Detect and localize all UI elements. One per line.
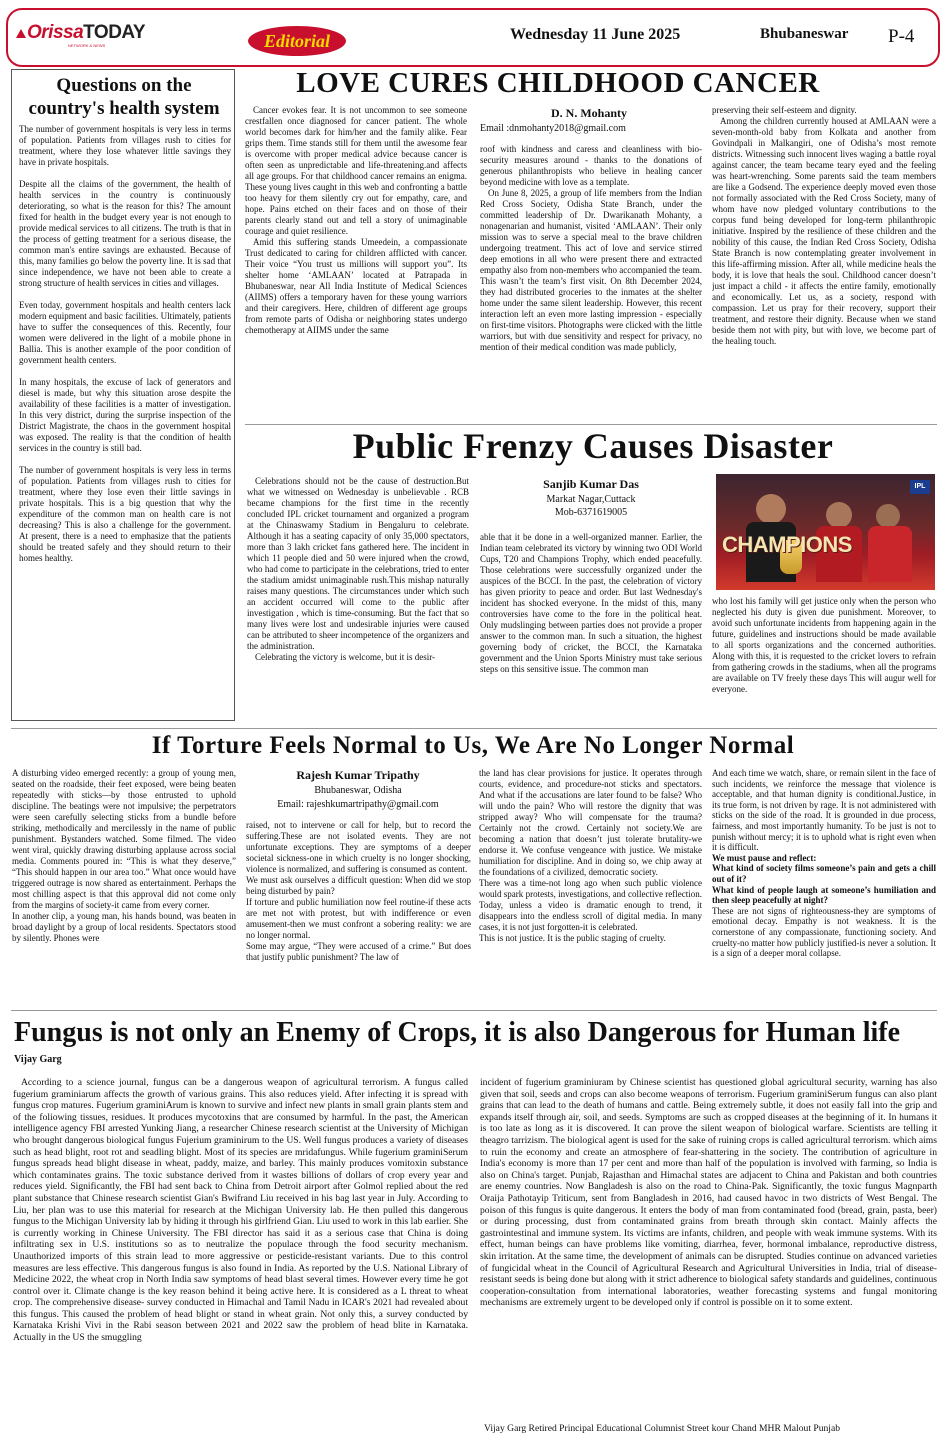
article1-col2 xyxy=(480,144,702,422)
sidebar-body xyxy=(19,124,231,714)
article1-headline: LOVE CURES CHILDHOOD CANCER xyxy=(296,67,820,99)
article2-col2 xyxy=(480,532,702,724)
sidebar-paragraph: The number of government hospitals is very less in terms of population. Patients from villages rush to cities for treatment, where they lose whatever little savings they have in private hospitals. xyxy=(19,124,231,167)
article-paragraph: Among the children currently housed at AMLAAN were a seven-month-old baby from Kolkata and another from Govindpali in Malkangiri, one of Odisha’s most remote districts. Witnessing such innocent lives waging a battle royal against cancer, the team became teary eyed and the feeling was heart-wrenching. Some parents said the team members are like a Godsend. The experience deeply moved even those not formally associated with the Red Cross Society, many of whom have now pledged voluntary contributions to the corpus fund being developed for long-term philanthropic initiative. Inspired by the resilience of these children and the nobility of this cause, the Indian Red Cross Society, Odisha State Branch is now contemplating greater involvement in this life-affirming mission. After all, while medicine heals the body, it is love that heals the soul. Childhood cancer doesn’t just impact a child - it affects the entire family, emotionally and economically. Let us, as a society, respond with compassion. Let us pray for their recovery, support their treatment, and restore their dignity. Because when we stand beside them not with pity, but with love, we become part of the healing touch. xyxy=(712,116,936,346)
logo-ribbon-icon xyxy=(16,29,26,38)
article2-headline: Public Frenzy Causes Disaster xyxy=(352,426,834,466)
article2-address: Markat Nagar,Cuttack xyxy=(546,494,636,505)
subheading xyxy=(712,853,936,864)
sidebar-paragraph: The number of government hospitals is very less in terms of population. Patients from villages rush to cities for treatment, where they lose even their little savings in private hospitals. This is a big question that why the expenditure of the common man on health care is not decreasing? This is also a challenge for the government. At present, there is a need to emphasize that the patients should be treated safely and they should return to their homes healthy. xyxy=(19,465,231,563)
article-paragraph: There was a time-not long ago when such public violence would spark protests, investigations, and collective reflection. Today, unless a video is dramatic enough to trend, it disappears into the endless scroll of digital media. In many cases, it is not just forgotten-it is celebrated. xyxy=(479,878,702,932)
player-figure-icon xyxy=(756,494,786,524)
article3-email: Email: rajeshkumartripathy@gmail.com xyxy=(277,799,439,810)
article1-email: Email :dnmohanty2018@gmail.com xyxy=(480,123,626,134)
article-paragraph: These are not signs of righteousness-they are symptoms of emotional decay. Empathy is not weakness. It is the cornerstone of any compassionate, functioning society. And cruelty-no matter how publicly justified-is never a solution. It is a sign of a deeper moral collapse. xyxy=(712,905,936,959)
article-paragraph: This is not justice. It is the public staging of cruelty. xyxy=(479,933,666,943)
article2-mobile: Mob-6371619005 xyxy=(554,507,628,518)
article4-footer: Vijay Garg Retired Principal Educational Columnist Street kour Chand MHR Malout Punjab xyxy=(484,1423,841,1434)
article3-col4 xyxy=(712,768,936,1004)
article-paragraph: If torture and public humiliation now feel routine-if these acts are met not with protest, but with indifference or even amusement-then we must confront a sobering reality: we are no longer normal. xyxy=(246,897,471,940)
question xyxy=(712,885,936,906)
sidebar-title: Questions on the country's health system xyxy=(28,75,220,119)
question-1: What kind of society films someone’s pain and gets a chill out of it? xyxy=(712,863,936,884)
article-paragraph: Celebrations should not be the cause of destruction.But what we witnessed on Wednesday is unbelievable . RCB became champions for the first time in the recently concluded IPL cricket tournament and organized a program at the Chinaswamy Stadium in Bengaluru to celebrate. Although it has a seating capacity of only 35,000 spectators, more than 3 lakh cricket fans gathered here. The incident in which 11 people died and 50 were injured when the crowd, who had come to participate in the celebrations, tried to enter the stadium amidst unimaginable rush.This mishap naturally raises many questions. The circumstances under which such an accident occurred will come to the public after investigation , which is time-consuming. But the fact that so many lives were lost and undesirable injuries were caused can be attributed to sheer incompetence of the organizers and the administration. xyxy=(247,476,469,651)
player-jersey-icon xyxy=(868,526,912,582)
article2-author: Sanjib Kumar Das xyxy=(543,477,639,491)
article1-col1 xyxy=(245,105,467,421)
logo xyxy=(16,22,145,44)
sidebar-paragraph: Even today, government hospitals and health centers lack modern equipment and basic facilities. Ultimately, patients have to suffer the consequences of this. Recently, four women were delivered in the light of a mobile phone in Ballia. This is another example of the poor condition of government health centers. xyxy=(19,300,231,365)
article-paragraph: A disturbing video emerged recently: a group of young men, seated on the roadside, their feet exposed, were being beaten repeatedly with sticks—by those entrusted to uphold discipline. The beatings were not impulsive; the perpetrators were seen carefully selecting sticks from a bundle before striking, methodically and mercilessly in the name of public punishment. Bystanders watched. Some filmed. The video went viral, quickly drawing disturbing applause across social media. Comments poured in: “This is what they deserve,” “This should happen in our area too.” What once would have triggered outrage is now shared as entertainment. Perhaps the most chilling aspect is that this approval did not come only from the margins of society-it came from every corner. xyxy=(12,768,236,910)
question xyxy=(712,863,936,884)
divider xyxy=(11,1010,937,1011)
article4-headline: Fungus is not only an Enemy of Crops, it is also Dangerous for Human life xyxy=(14,1017,901,1048)
article-paragraph: raised, not to intervene or call for help, but to record the suffering.These are not isolated events. They are not unfortunate exceptions. They are symptoms of a deeper societal sickness-one in which cruelty is no longer shocking, violence is normalized, and suffering is consumed as content. xyxy=(246,820,471,874)
issue-city: Bhubaneswar xyxy=(760,26,849,42)
article3-col3 xyxy=(479,768,702,1004)
reflect-heading: We must pause and reflect: xyxy=(712,852,817,863)
logo-main: Orissa xyxy=(27,22,84,43)
article-paragraph: the land has clear provisions for justice. It operates through courts, evidence, and procedure-not sticks and spectators. And what if the accusations are later found to be false? Who will undo the pain? Who will restore the dignity that was stripped away? Who will compensate for the trauma? Certainly not the crowd. Certainly not society.We are becoming a nation that doesn’t just tolerate brutality-we endorse it. We confuse vengeance with justice. We mistake humiliation for discipline. And in doing so, we chip away at the foundations of a civilized, democratic society. xyxy=(479,768,702,877)
article1-col3 xyxy=(712,105,936,422)
article-paragraph: We must ask ourselves a difficult question: When did we stop being disturbed by pain? xyxy=(246,875,471,896)
article-paragraph: In another clip, a young man, his hands bound, was beaten in broad daylight by a group of local residents. Spectators stood by silently. Phones were xyxy=(12,911,236,943)
logo-today: TODAY xyxy=(83,22,146,43)
article-paragraph: able that it be done in a well-organized manner. Earlier, the Indian team celebrated its victory by winning two ODI World Cups, T20 and Champions Trophy, which ended peacefully. Those celebrations were successfully organized under the auspices of the BCCI. In the past, the celebration of victory has given priority to peace and order. But last Wednesday's incident has shocked everyone. In the midst of this, many controversies have come to the fore in the political heat. Only mudslinging between parties does not provide a proper answer to the common man. In such a situation, the highest governing body of cricket, the BCCI, the Karnataka government and the Union Sports Ministry must take serious steps on this sensitive issue. The common man xyxy=(480,532,702,674)
article-paragraph: On June 8, 2025, a group of life members from the Indian Red Cross Society, Odisha State Branch, under the committed leadership of Dr. Dwarikanath Mohanty, a nonagenarian and humanist, visited ‘AMLAAN’. Their only mission was to serve a special meal to the brave children undergoing treatment. This act of love and service stirred deep emotions in all who were present there and extracted empathy also from non-members who accompanied the team. This wasn’t the team’s first visit. On 8th December 2024, they had distributed groceries to the inmates at the shelter home under the same silent leadership. However, this recent interaction left an even more lasting impression - especially on first-time visitors. Photographs were clicked with the little warriors, but with due sensitivity and respect for privacy, no mention of their medical condition was made publicly, xyxy=(480,188,702,352)
sidebar-paragraph: In many hospitals, the excuse of lack of generators and diesel is made, but why this situation arose despite the availability of these facilities is a matter of investigation. In this very district, during the surprise inspection of the District Magistrate, the chaos in the government hospital was exposed. The reality is that the condition of health services in the country is still bad. xyxy=(19,377,231,453)
question-2: What kind of people laugh at someone’s humiliation and then sleep peacefully at night? xyxy=(712,884,936,906)
article-paragraph: roof with kindness and caress and cleanliness with bio-security measures around - thanks to the donations of generous philanthropists who believe in healing cancer beyond medicine with love as a template. xyxy=(480,144,702,187)
article3-headline: If Torture Feels Normal to Us, We Are No Longer Normal xyxy=(151,732,795,759)
article-paragraph: And each time we watch, share, or remain silent in the face of such incidents, we reinforce the message that violence is acceptable, and that human dignity is conditional.Justice, in its true form, is not driven by rage. It is not administered with sticks on the side of the road. It is grounded in due process, fairness, and most importantly humanity. To be just is not to punish without mercy; it is to uphold what is right even when it is difficult. xyxy=(712,768,936,853)
article4-author: Vijay Garg xyxy=(14,1054,62,1065)
article4-col1 xyxy=(13,1077,468,1437)
divider xyxy=(11,728,937,729)
logo-tagline: NETWORK & NEWS xyxy=(68,43,106,48)
issue-date: Wednesday 11 June 2025 xyxy=(510,26,681,43)
article-paragraph: who lost his family will get justice only when the person who neglected his duty is given due punishment. Moreover, to avoid such unfortunate incidents from happening again in the future, guidelines and instructions should be made available to all sports organizations and the concerned authorities. Along with this, it is requested to the cricket lovers to refrain from gathering crowds in the stadiums, when all the programs are available on TV freely these days This will augur well for everyone. xyxy=(712,596,936,694)
article1-author: D. N. Mohanty xyxy=(550,106,627,120)
section-badge: Editorial xyxy=(248,26,346,56)
article-paragraph: Celebrating the victory is welcome, but it is desir- xyxy=(255,652,436,662)
article3-col2 xyxy=(246,820,471,1004)
player-figure-icon xyxy=(876,504,900,528)
page-number: P-4 xyxy=(888,26,915,47)
article3-col1 xyxy=(12,768,236,1004)
article-paragraph: Some may argue, “They were accused of a crime.” But does that justify public punishment? The law of xyxy=(246,941,471,962)
article2-col3 xyxy=(712,596,936,724)
article-paragraph: preserving their self-esteem and dignity. xyxy=(712,105,857,115)
article3-place: Bhubaneswar, Odisha xyxy=(314,785,402,796)
article-paragraph: Amid this suffering stands Umeedein, a compassionate Trust dedicated to caring for children afflicted with cancer. Their voice “You trust us millions will support you”. Its shelter home ‘AMLAAN’ located at Patrapada in Bhubaneswar, near All India Institute of Medical Sciences (AIIMS) offers a temporary haven for these young warriors and their caregivers. Here, children of different age groups from remote parts of Odisha or neighboring states undergo chemotherapy at AIIMS under the same xyxy=(245,237,467,335)
article-paragraph: incident of fugerium graminiuram by Chinese scientist has questioned global agricultural security, warning has also given that soil, seeds and crops can also become weapons of terrorism. Fugerium graminiSerum fungus can also plant grains that can lead to the death of humans and cattle. Being extremely subtle, it does not easily fall into the grip and expands itself through air, soil, and seeds. Symptoms are such as cropped diseases at the beginning of it. In humans it is too late as long as it is discovered. It can prove the silent weapon of biological warfare. Scientists are telling it theagro tarrizism. The biological agent is used for the sake of ruining crops is called agricultural terrorism. which aims to ruin the economy and create an atmosphere of fear-shattering in the society. The contribution of agriculture in India's economy is more than 17 per cent and more than half of the population is involved with farming, so India is also on China's target. Punjab, Rajasthan and Himachal states are adjacent to China and Pakistan and both countries are enemy countries. Now Bangladesh is also on the road to China-Pak. Significantly, the toxic fungus Magnparth Oraija Pathotayip Triticum, sent from Bangladesh in 2016, had caused havoc in two districts of West Bengal. The poison of this fungus is quite dangerous. It enters the body of man from contaminated food (bread, grain, pasta, beer) or during processing, dust from contaminated grains from breath through skin contact. Mainly affects the gastrointestinal and immune system. Its victims are infants, children, and people with weak immune systems. With its effect, human beings can have problems like vomiting, diarrhea, fever, hormonal imbalance, reproductive distress, skin irritation. At the same time, the development of animals can be disrupted. Studies continue on advanced varieties of fungicidal wheat in the Council of Agricultural Research and Agricultural Universities in India, trial of disease-resistant seeds is being done but along with it strict adherence to biological safety standards and guidelines, continuous cooperation-consultation from international laboratories, weather forecasting systems and fungal monitoring mechanisms are extremely urgent to be developed only if control is possible on it to some extent. xyxy=(480,1077,937,1309)
sidebar-paragraph: Despite all the claims of the government, the health of health services in the country is continuously deteriorating, so what is the reason for this? The amount fixed for health in the budget every year is not enough to provide medical services to all citizens. The truth is that in the process of getting treatment for a serious disease, the common man's entire savings are exhausted. Because of this, many families go below the poverty line. It is sad that since independence, we have not been able to create a strong structure of health services in cities and villages. xyxy=(19,179,231,288)
ipl-logo-icon: IPL xyxy=(910,480,930,494)
article4-col2 xyxy=(480,1077,937,1425)
article-paragraph: Cancer evokes fear. It is not uncommon to see someone crestfallen once diagnosed for cancer patient. The whole world becomes dark for him/her and the family alike. Fear grips them. Time stands still for them until the awesome fear is overcome with proper medical advice because cancer is often seen as unpredictable and life-threatening.and affects all age groups. For that childhood cancer remains an enigma. These young lives caught in this web and confronting a battle too heavy for them silently cry out for empathy, care, and hope. Pains etched on their faces and on those of their parents clearly stand out and tell a story of unimaginable courage and quiet resilience. xyxy=(245,105,467,236)
champions-photo xyxy=(716,474,935,590)
article2-col1 xyxy=(247,476,469,724)
photo-caption-text: CHAMPIONS xyxy=(722,532,852,557)
article-paragraph: According to a science journal, fungus can be a dangerous weapon of agricultural terrorism. A fungus called fugerium graminiarum affects the growth of various grains. This also reduces yield. After infecting it is spread with fungus crop matures. Fugerium graminiArum is known to survive and infect new plants in small grain plants stem and of the foliowing tissues, residues. It produces mycotoxins that are consumed by harmful. In the past, the American intelligence agency FBI arrested Yunking Jiang, a researcher Chinese research scientist at the University of Michigan who brought dangerous biological fungus Fujerium graminirum to the US. Well fungus produces a variety of diseases such as head blight, root rot and seadling blight. Most of its species are mridafungus. While fugerium graminiSerum fungus spreads head blight disease in wheat, paddy, maize, and barley. This mainly produces vomitoxin substance which contaminates grains. The toxic substance derived from it wastes billions of dollars of crop every year and reduces yield. Significantly, the FBI had sent back to China from Detroit airport after Golmol replied about the red plant substance that Chinese research scientist Gian's Bwifrand Liu received in his bag last year in July. According to Liu, her plan was to use this material for research at the Michigan University lab. He then pulled this dangerous fungus to the Michigan University lab by hiding it through his girlfriend Gian. Liu used to work in this lab earlier. She is currently working in Chinese University. The FBI director has said it as a serious case that China is doing infiltrating sex in U.S. institutions so as to neutralize the populace through the food security mechanism. Unauthorized imports of this strain lead to more aggressive or pesticide-resistant variants. Due to this control measures are less effective. This dangerous fungus is also found in India. As reported by the U.S. National Library of Medicine 2022, the wheat crop in North India saw symptoms of head blast several times. However every time he got control over it. Climate change is the key reason behind it being active here. It is considered as a L threat to wheat crop. The comprehensive disease- survey conducted in Himachal and Tamil Nadu in ICAR's 2021 had revealed about this fungus. This caused the problem of head blight or stand in wheat grain. Not only this, a survey conducted by Karnataka Krishi Vivi in the Rabi season between 2021 and 2022 saw the problem of head blite in Karnataka. Actually in the US the smuggling xyxy=(13,1077,468,1344)
article3-author: Rajesh Kumar Tripathy xyxy=(296,768,420,782)
player-figure-icon xyxy=(826,502,852,528)
